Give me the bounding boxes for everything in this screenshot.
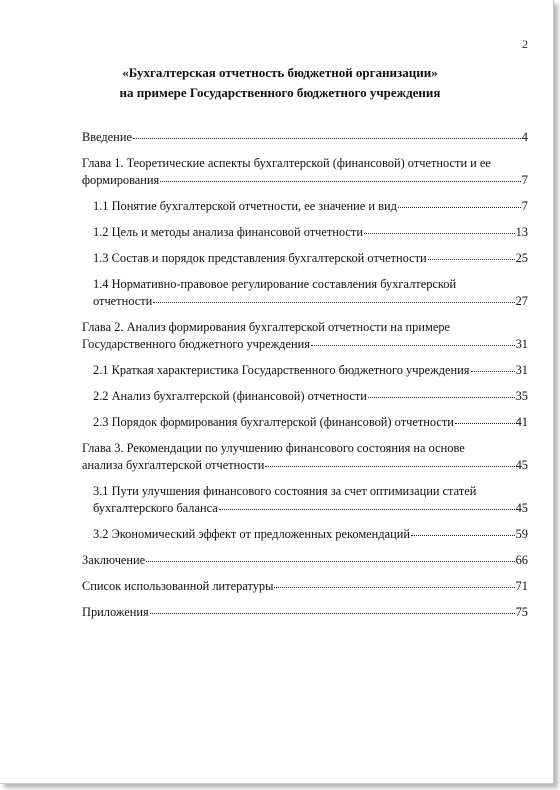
dot-leader bbox=[368, 397, 515, 398]
toc-entry-title: 3.2 Экономический эффект от предложенных рекомендаций bbox=[93, 527, 410, 541]
toc-page-number: 41 bbox=[515, 415, 528, 429]
toc-entry-line bbox=[93, 414, 528, 431]
dot-leader bbox=[398, 207, 521, 208]
toc-entry-text-line: Глава 1. Теоретические аспекты бухгалтерской (финансовой) отчетности и ее bbox=[82, 156, 491, 170]
toc-page-number: 13 bbox=[515, 225, 528, 239]
toc-page-number: 25 bbox=[515, 251, 528, 265]
toc-entry-line bbox=[93, 224, 528, 241]
toc-entry-title: анализа бухгалтерской отчетности bbox=[82, 458, 265, 472]
dot-leader bbox=[153, 302, 514, 303]
dot-leader bbox=[311, 345, 515, 346]
toc-entry-title: 1.3 Состав и порядок представления бухгалтерской отчетности bbox=[93, 251, 427, 265]
dot-leader bbox=[428, 259, 515, 260]
toc-page-number: 31 bbox=[515, 337, 528, 351]
toc-entry[interactable] bbox=[82, 250, 528, 267]
dot-leader bbox=[146, 561, 514, 562]
toc-entry[interactable] bbox=[82, 578, 528, 595]
toc-entry-line bbox=[93, 362, 528, 379]
toc-page-number: 7 bbox=[521, 173, 528, 187]
toc-entry-title: 2.2 Анализ бухгалтерской (финансовой) отчетности bbox=[93, 389, 367, 403]
toc-entry-text-line: 1.4 Нормативно-правовое регулирование составления бухгалтерской bbox=[93, 277, 457, 291]
dot-leader bbox=[219, 509, 515, 510]
toc-entry[interactable] bbox=[82, 362, 528, 379]
toc-entry[interactable] bbox=[82, 526, 528, 543]
toc-entry-line bbox=[82, 578, 528, 595]
toc-page-number: 4 bbox=[521, 130, 528, 144]
toc-entry-title: Список использованной литературы bbox=[82, 579, 274, 593]
toc-entry-text-line: 3.1 Пути улучшения финансового состояния за счет оптимизации статей bbox=[93, 484, 477, 498]
toc-entry-title: Приложения bbox=[82, 605, 149, 619]
toc-entry-line bbox=[93, 198, 528, 215]
toc-entry-line bbox=[82, 172, 528, 189]
toc-page-number: 66 bbox=[515, 553, 528, 567]
dot-leader bbox=[455, 423, 515, 424]
toc-page-number: 71 bbox=[515, 579, 528, 593]
toc-page-number: 35 bbox=[515, 389, 528, 403]
toc-page-number: 75 bbox=[515, 605, 528, 619]
toc-page-number: 45 bbox=[515, 501, 528, 515]
toc-entry[interactable] bbox=[82, 388, 528, 405]
dot-leader bbox=[411, 535, 515, 536]
dot-leader bbox=[150, 613, 515, 614]
toc-entry-title: 1.2 Цель и методы анализа финансовой отчетности bbox=[93, 225, 363, 239]
toc-entry[interactable] bbox=[82, 552, 528, 569]
toc-entry-line bbox=[82, 604, 528, 621]
toc-entry-title: 1.1 Понятие бухгалтерской отчетности, ее значение и вид bbox=[93, 199, 397, 213]
toc-entry-text-line: Глава 3. Рекомендации по улучшению финансового состояния на основе bbox=[82, 441, 465, 455]
toc-entry-title: 2.3 Порядок формирования бухгалтерской (финансовой) отчетности bbox=[93, 415, 454, 429]
toc-entry[interactable] bbox=[82, 155, 528, 189]
toc-entry[interactable] bbox=[82, 440, 528, 474]
toc-entry-title: формирования bbox=[82, 173, 160, 187]
toc-page-number: 31 bbox=[515, 363, 528, 377]
toc-entry-line bbox=[93, 526, 528, 543]
toc-entry[interactable] bbox=[82, 604, 528, 621]
toc-entry-text-line: Глава 2. Анализ формирования бухгалтерской отчетности на примере bbox=[82, 320, 451, 334]
document-title bbox=[60, 63, 500, 103]
toc-entry[interactable] bbox=[82, 414, 528, 431]
toc-entry[interactable] bbox=[82, 319, 528, 353]
table-of-contents bbox=[82, 129, 528, 630]
toc-entry-line bbox=[93, 293, 528, 310]
title-line-1: «Бухгалтерская отчетность бюджетной организации» bbox=[122, 65, 438, 80]
toc-entry-line bbox=[82, 457, 528, 474]
toc-page-number: 7 bbox=[521, 199, 528, 213]
toc-entry[interactable] bbox=[82, 198, 528, 215]
toc-entry[interactable] bbox=[82, 224, 528, 241]
toc-entry-title: 2.1 Краткая характеристика Государственного бюджетного учреждения bbox=[93, 363, 470, 377]
toc-entry[interactable] bbox=[82, 276, 528, 310]
dot-leader bbox=[265, 466, 514, 467]
toc-entry-title: отчетности bbox=[93, 294, 153, 308]
toc-entry-title: Государственного бюджетного учреждения bbox=[82, 337, 310, 351]
toc-entry-line bbox=[93, 388, 528, 405]
toc-entry-line bbox=[93, 500, 528, 517]
toc-entry[interactable] bbox=[82, 483, 528, 517]
toc-entry-line bbox=[82, 336, 528, 353]
page-number: 2 bbox=[522, 37, 528, 51]
dot-leader bbox=[471, 371, 515, 372]
toc-entry-title: Введение bbox=[82, 130, 132, 144]
toc-page-number: 27 bbox=[515, 294, 528, 308]
dot-leader bbox=[160, 181, 521, 182]
toc-entry-line bbox=[82, 552, 528, 569]
toc-page-number: 59 bbox=[515, 527, 528, 541]
toc-entry-line bbox=[93, 250, 528, 267]
dot-leader bbox=[133, 138, 521, 139]
toc-entry-title: бухгалтерского баланса bbox=[93, 501, 218, 515]
dot-leader bbox=[274, 587, 514, 588]
toc-entry-line bbox=[82, 129, 528, 146]
toc-entry-title: Заключение bbox=[82, 553, 146, 567]
dot-leader bbox=[364, 233, 515, 234]
toc-entry[interactable] bbox=[82, 129, 528, 146]
title-line-2: на примере Государственного бюджетного учреждения bbox=[119, 85, 441, 100]
toc-page-number: 45 bbox=[515, 458, 528, 472]
